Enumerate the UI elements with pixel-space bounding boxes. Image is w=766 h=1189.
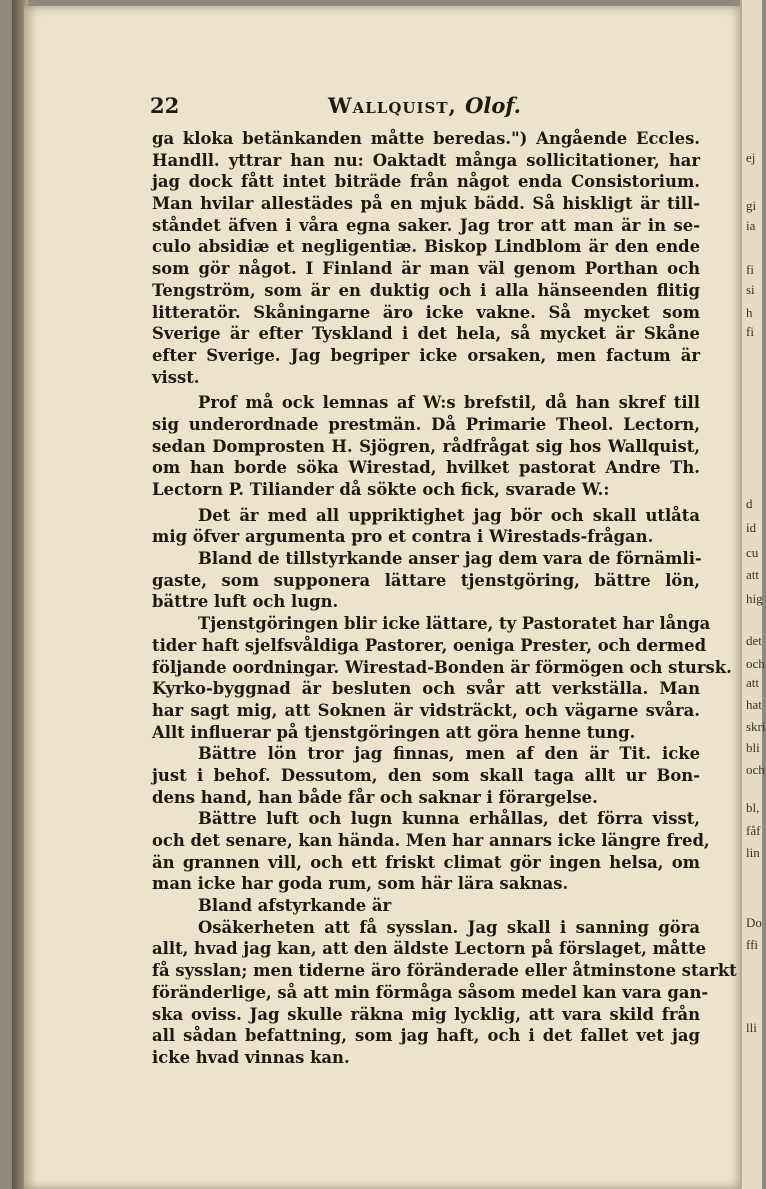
margin-fragment: ia (746, 218, 756, 233)
text-line: mig öfver argumenta pro et contra i Wirestads-frågan. (152, 527, 654, 547)
text-line: som gör något. I Finland är man väl genom Porthan och (152, 259, 700, 279)
text-line: bättre luft och lugn. (152, 592, 339, 612)
text-line: följande oordningar. Wirestad-Bonden är förmögen och stursk. (152, 657, 732, 677)
text-line: tider haft sjelfsvåldiga Pastorer, oeniga Prester, och dermed (152, 635, 707, 655)
text-line: all sådan befattning, som jag haft, och i det fallet vet jag (152, 1026, 700, 1046)
running-head-given: Olof. (465, 93, 521, 118)
text-line: föränderlige, så att min förmåga såsom medel kan vara gan- (152, 982, 709, 1002)
text-line: Tengström, som är en duktig och i alla hänseenden flitig (152, 280, 700, 300)
text-line: ga kloka betänkanden måtte beredas.") Angående Eccles. (152, 129, 700, 148)
margin-fragment: hat (746, 697, 762, 712)
margin-fragment: och (746, 656, 765, 671)
text-line: jag dock fått intet biträde från något enda Consistorium. (152, 172, 700, 192)
margin-fragment: fi (746, 262, 754, 277)
text-line: Tjenstgöringen blir icke lättare, ty Pastoratet har långa (198, 614, 711, 634)
margin-fragment: hig (746, 591, 763, 606)
text-line: sedan Domprosten H. Sjögren, rådfrågat sig hos Wallquist, (152, 436, 700, 456)
margin-fragment: ffi (746, 937, 759, 952)
text-line: och det senare, kan hända. Men har annars icke längre fred, (152, 831, 710, 850)
margin-fragment: och (746, 762, 765, 777)
text-line: Bättre lön tror jag finnas, men af den är Tit. icke (198, 744, 700, 764)
text-line: Kyrko-byggnad är besluten och svår att verkställa. Man (152, 679, 700, 699)
text-line: gaste, som supponera lättare tjenstgöring, bättre lön, (152, 570, 700, 590)
margin-fragment: cu (746, 545, 759, 560)
margin-fragment: fåf (746, 823, 761, 838)
text-line: än grannen vill, och ett friskt climat gör ingen helsa, om (152, 852, 700, 872)
text-line: om han borde söka Wirestad, hvilket pastorat Andre Th. (152, 458, 700, 478)
text-line: Osäkerheten att få sysslan. Jag skall i sanning göra (198, 917, 700, 937)
text-line: Man hvilar allestädes på en mjuk bädd. Så hiskligt är till- (152, 194, 700, 214)
margin-fragment: det (746, 633, 762, 648)
running-header (150, 93, 680, 119)
text-line: efter Sverige. Jag begriper icke orsaken, men factum är (152, 345, 700, 365)
text-line: ska oviss. Jag skulle räkna mig lycklig, att vara skild från (152, 1004, 700, 1024)
page-number: 22 (150, 93, 180, 118)
margin-fragment: att (746, 567, 759, 582)
margin-fragment: h (746, 305, 753, 320)
text-line: dens hand, han både får och saknar i förargelse. (152, 787, 598, 807)
text-line: ståndet äfven i våra egna saker. Jag tror att man är in se- (152, 215, 700, 235)
text-line: man icke har goda rum, som här lära saknas. (152, 874, 569, 894)
text-line: icke hvad vinnas kan. (152, 1047, 350, 1067)
text-line: Sverige är efter Tyskland i det hela, så mycket är Skåne (152, 324, 700, 344)
margin-fragment: gi (746, 198, 757, 213)
text-line: just i behof. Dessutom, den som skall taga allt ur Bon- (152, 765, 700, 785)
running-head-name: Wallquist, (328, 93, 457, 118)
margin-fragment: fi (746, 324, 754, 339)
margin-fragment: id (746, 520, 757, 535)
margin-fragment: d (746, 496, 753, 511)
margin-fragment: att (746, 675, 759, 690)
text-line: Bland afstyrkande är (198, 896, 392, 916)
text-line: visst. (152, 367, 200, 387)
margin-fragment: Do (746, 915, 762, 930)
text-line: culo absidiæ et negligentiæ. Biskop Lindblom är den ende (152, 237, 700, 257)
text-line: sig underordnade prestmän. Då Primarie Theol. Lectorn, (152, 414, 700, 434)
margin-fragment: bl, (746, 800, 760, 815)
margin-fragment: skri (746, 719, 766, 734)
body-text (152, 128, 737, 1069)
adjacent-page-edge (740, 0, 766, 1189)
text-line: allt, hvad jag kan, att den äldste Lectorn på förslaget, måtte (152, 939, 707, 959)
text-line: Bland de tillstyrkande anser jag dem vara de förnämli- (198, 549, 702, 569)
margin-fragment: lin (746, 845, 760, 860)
text-line: Det är med all uppriktighet jag bör och skall utlåta (198, 505, 700, 525)
text-line: Allt influerar på tjenstgöringen att göra henne tung. (152, 722, 636, 742)
margin-fragment: si (746, 282, 755, 297)
text-line: Lectorn P. Tiliander då sökte och fick, svarade W.: (152, 480, 610, 499)
margin-fragment: lli (746, 1020, 757, 1035)
text-line: har sagt mig, att Soknen är vidsträckt, och vägarne svåra. (152, 700, 700, 720)
text-line: Handll. yttrar han nu: Oaktadt många sollicitationer, har (152, 150, 700, 170)
text-line: litteratör. Skåningarne äro icke vakne. Så mycket som (152, 302, 700, 322)
text-line: Bättre luft och lugn kunna erhållas, det förra visst, (198, 809, 700, 829)
text-line: få sysslan; men tiderne äro föränderade eller åtminstone starkt (152, 961, 737, 981)
margin-fragment: ej (746, 150, 756, 165)
margin-fragment: bli (746, 740, 760, 755)
text-line: Prof må ock lemnas af W:s brefstil, då han skref till (198, 393, 700, 413)
running-head (328, 93, 521, 118)
